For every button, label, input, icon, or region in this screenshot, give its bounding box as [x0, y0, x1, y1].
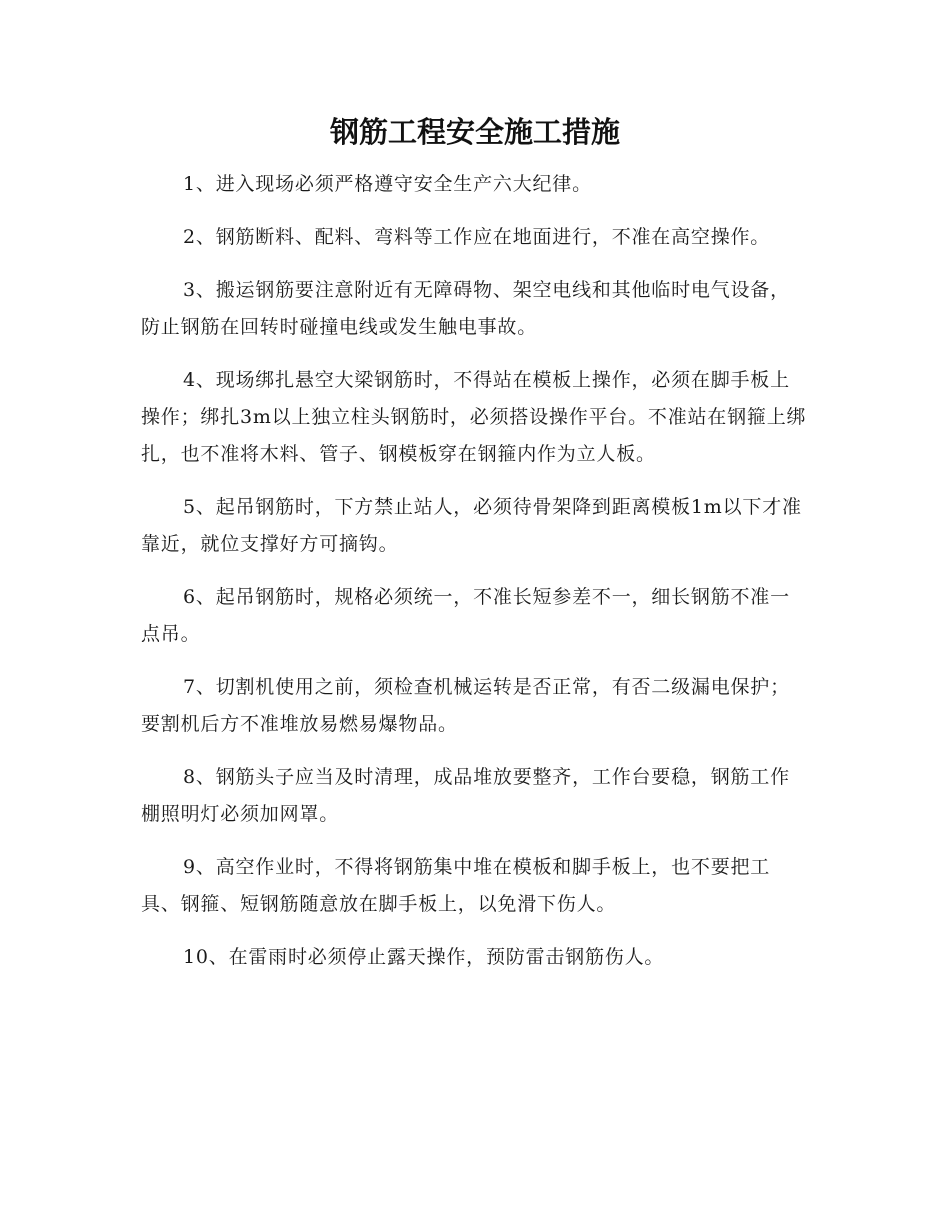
paragraph-4: 4、现场绑扎悬空大梁钢筋时，不得站在模板上操作，必须在脚手板上操作；绑扎3m以上独立柱头钢筋时，必须搭设操作平台。不准站在钢箍上绑扎，也不准将木料、管子、钢模板穿在钢箍内作为立人板。 [141, 369, 807, 465]
paragraph-9: 9、高空作业时，不得将钢筋集中堆在模板和脚手板上，也不要把工具、钢箍、短钢筋随意放在脚手板上，以免滑下伤人。 [141, 856, 771, 915]
paragraph-6: 6、起吊钢筋时，规格必须统一，不准长短参差不一，细长钢筋不准一点吊。 [141, 586, 790, 645]
paragraph-2: 2、钢筋断料、配料、弯料等工作应在地面进行，不准在高空操作。 [183, 226, 771, 248]
paragraph-3: 3、搬运钢筋要注意附近有无障碍物、架空电线和其他临时电气设备，防止钢筋在回转时碰撞电线或发生触电事故。 [141, 279, 790, 338]
paragraph-7: 7、切割机使用之前，须检查机械运转是否正常，有否二级漏电保护；要割机后方不准堆放易燃易爆物品。 [141, 676, 790, 735]
document-body [141, 166, 809, 992]
paragraph-5: 5、起吊钢筋时，下方禁止站人，必须待骨架降到距离模板1m以下才准靠近，就位支撑好方可摘钩。 [141, 496, 802, 555]
paragraph-1: 1、进入现场必须严格遵守安全生产六大纪律。 [183, 173, 592, 195]
paragraph-10: 10、在雷雨时必须停止露天操作，预防雷击钢筋伤人。 [183, 946, 665, 968]
document-title: 钢筋工程安全施工措施 [329, 115, 620, 149]
paragraph-8: 8、钢筋头子应当及时清理，成品堆放要整齐，工作台要稳，钢筋工作棚照明灯必须加网罩。 [141, 766, 790, 825]
